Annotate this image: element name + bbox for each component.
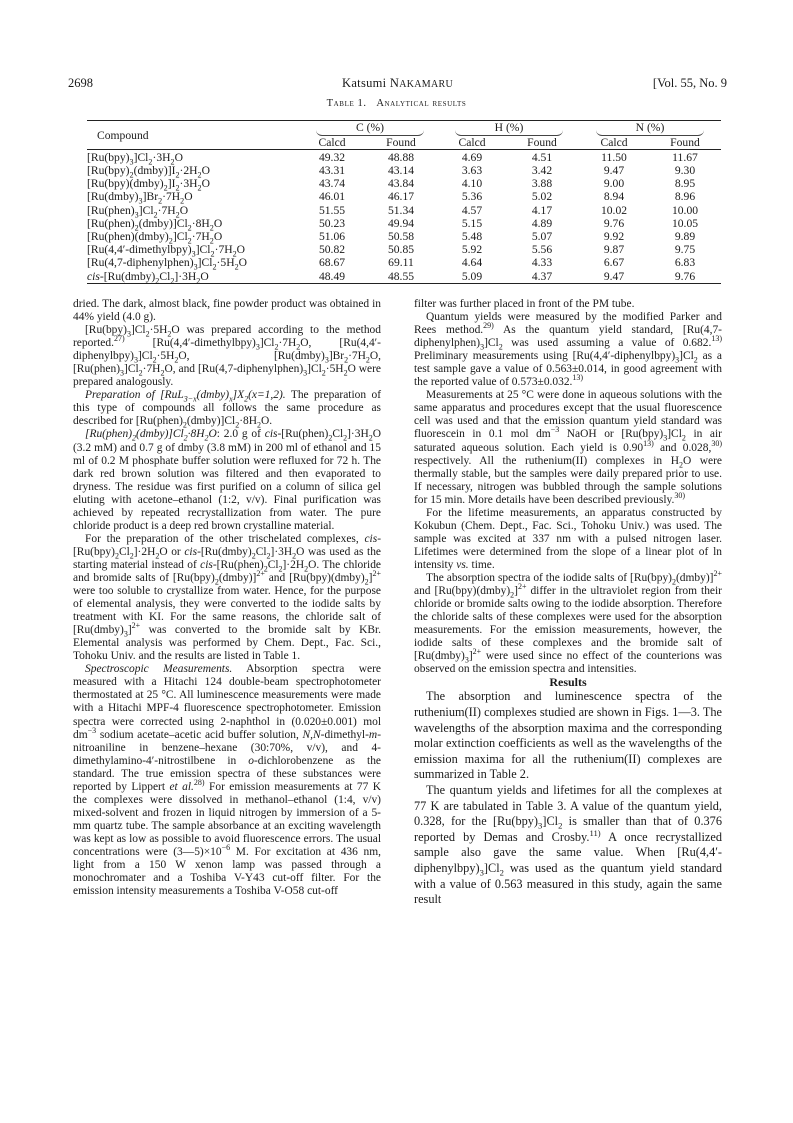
table-title: Analytical results — [376, 98, 467, 109]
value-cell: 9.76 — [674, 269, 696, 283]
value-cell: 5.56 — [531, 243, 553, 257]
group-header: H (%) — [439, 121, 579, 137]
compound-cell: $[Ru(dmby)_3]Br_2\cdot 7H_2O$ — [87, 190, 193, 206]
value-cell: 69.11 — [388, 256, 414, 270]
group-header: N (%) — [579, 121, 721, 137]
value-cell: 4.64 — [461, 256, 483, 270]
table-row — [87, 243, 721, 256]
paragraph: dried. The dark, almost black, fine powder product was obtained in 44% yield (4.0 g). — [73, 298, 381, 324]
paragraph: The absorption spectra of the iodide salts of $[Ru(bpy)_2(dmby)]^{2+}$ and $[Ru(bpy)(dmby)_2]^{2+}$ differ in the ultraviolet region from their chloride or bromide salts owing to the iodide absorption. Therefore the chloride salts of these complexes were used for the absorption measurements. For the emission measurements, however, the iodide salts of these complexes and the bromide salt of $[Ru(dmby)_3]^{2+}$ were used since no effect of the counterions was observed on the emission spectra and intensities. — [414, 569, 722, 676]
compound-cell: $[Ru(bpy)_3]Cl_2\cdot 3H_2O$ — [87, 150, 183, 166]
value-cell: 5.36 — [461, 190, 483, 204]
value-cell: 4.33 — [531, 256, 553, 270]
value-cell: 9.89 — [674, 229, 696, 243]
page-number: 2698 — [68, 76, 93, 90]
table-row — [87, 256, 721, 269]
value-cell: 49.94 — [387, 216, 415, 230]
results-heading: Results — [549, 675, 587, 690]
compound-cell: $[Ru(bpy)_2(dmby)]I_2\cdot 2H_2O$ — [87, 163, 210, 180]
value-cell: 11.67 — [672, 150, 698, 164]
page-header — [68, 76, 727, 92]
table-row — [87, 204, 721, 217]
sub-header: Found — [527, 136, 557, 150]
paragraph: Measurements at 25 °C were done in aqueous solutions with the same apparatus and procedures except that the usual fluorescence cell was used and that the emission quantum yield standard was fluorescein in 0.1 mol $dm^{-3}$ NaOH or $[Ru(bpy)_3]Cl_2$ in air saturated aqueous solution. Each yield is 0.90$^{13)}$ and 0.028,$^{30)}$ respectively. All the ruthenium(II) complexes in $H_2O$ were thermally stable, but the samples were daily prepared prior to use. If necessary, nitrogen was bubbled through the sample solutions for 15 min. More details have been described previously.$^{30)}$ — [414, 389, 722, 506]
table-row — [87, 150, 721, 164]
value-cell: 4.57 — [461, 203, 483, 217]
sub-header: Calcd — [600, 136, 628, 150]
value-cell: 5.09 — [461, 269, 483, 283]
value-cell: 50.58 — [387, 229, 415, 243]
value-cell: 50.82 — [318, 243, 346, 257]
sub-header: Calcd — [318, 136, 346, 150]
value-cell: 43.31 — [318, 163, 346, 177]
value-cell: 51.06 — [318, 229, 346, 243]
compound-cell: $[Ru(phen)_2(dmby)]Cl_2\cdot 8H_2O$ — [87, 216, 223, 233]
value-cell: 4.17 — [531, 203, 553, 217]
value-cell: 9.75 — [674, 243, 696, 257]
table-row — [87, 190, 721, 203]
compound-cell: $[Ru(phen)(dmby)_2]Cl_2\cdot 7H_2O$ — [87, 229, 223, 246]
value-cell: 9.00 — [603, 177, 625, 191]
value-cell: 4.69 — [461, 150, 483, 164]
value-cell: 51.34 — [387, 203, 415, 217]
table-row — [87, 164, 721, 177]
value-cell: 5.02 — [531, 190, 553, 204]
paragraph: The absorption and luminescence spectra of the ruthenium(II) complexes studied are shown in Figs. 1—3. The wavelengths of the absorption maxima and the corresponding molar extinction coefficients as well as the wavelengths of the emission maxima for all the ruthenium(II) complexes are summarized in Table 2. — [414, 689, 722, 782]
compound-cell: cis-$[Ru(dmby)_2Cl_2]\cdot 3H_2O$ — [87, 269, 209, 285]
value-cell: 43.14 — [387, 163, 415, 177]
volume-info: [Vol. 55, No. 9 — [652, 76, 727, 90]
value-cell: 3.88 — [531, 177, 553, 191]
paragraph: For the lifetime measurements, an apparatus constructed by Kokubun (Chem. Dept., Fac. Sci., Tohoku Univ.) was used. The sample was excited at 337 nm with a pulsed nitrogen laser. Lifetimes were determined from the slope of a linear plot of ln intensity vs. time. — [414, 506, 722, 571]
value-cell: 4.51 — [531, 150, 553, 164]
table-row — [87, 217, 721, 230]
value-cell: 46.17 — [387, 190, 415, 204]
value-cell: 9.47 — [603, 269, 625, 283]
value-cell: 9.87 — [603, 243, 625, 257]
paragraph: For the preparation of the other trischelated complexes, cis-$[Ru(bpy)_2Cl_2]\cdot 2H_2O$ or cis-$[Ru(dmby)_2Cl_2]\cdot 3H_2O$ was used as the starting material instead of cis-$[Ru(phen)_2Cl_2]\cdot 2H_2O$. The chloride and bromide salts of $[Ru(bpy)_2(dmby)]^{2+}$ and $[Ru(bpy)(dmby)_2]^{2+}$ were too soluble to crystallize from water. Hence, for the purpose of elemental analysis, they were converted to the iodide salts by treatment with KI. For the same reasons, the chloride salt of $[Ru(dmby)_3]^{2+}$ was converted to the bromide salt by KBr. Elemental analysis was performed by Chem. Dept., Fac. Sci., Tohoku Univ. and the results are listed in Table 1. — [73, 532, 382, 663]
value-cell: 48.49 — [318, 269, 346, 283]
value-cell: 3.42 — [531, 163, 553, 177]
value-cell: 43.84 — [387, 177, 415, 191]
table-row — [87, 270, 721, 284]
value-cell: 5.15 — [461, 216, 483, 230]
compound-cell: $[Ru(phen)_3]Cl_2\cdot 7H_2O$ — [87, 203, 189, 219]
paragraph: $[Ru(phen)_2(dmby)]Cl_2\cdot 8H_2O$: 2.0 g of cis-$[Ru(phen)_2Cl_2]\cdot 3H_2O$ (3.2 mM) and 0.7 g of dmby (3.8 mM) in 200 ml of ethanol and 15 ml of 0.2 M phosphate buffer solution were refluxed for 72 h. The dark red brown solution was filtered and then evaporated to dryness. The residue was first purified on a column of silica gel eluting with acetone–ethanol (1:2, v/v). Final purification was achieved by repeated recrystallization from water. The pure chloride product is a deep red brown crystalline material. — [73, 428, 381, 532]
compound-cell: $[Ru(bpy)(dmby)_2]I_2\cdot 3H_2O$ — [87, 177, 210, 193]
paragraph: filter was further placed in front of the PM tube. — [414, 298, 635, 310]
value-cell: 49.32 — [318, 150, 346, 164]
compound-cell: $[Ru(4,7-diphenylphen)_3]Cl_2\cdot 5H_2O$ — [87, 256, 247, 272]
paragraph: Preparation of $[RuL_{3-x}(dmby)_x]X_2(x=1,2)$. The preparation of this type of compounds all follows the same procedure as described for $[Ru(phen)_2(dmby)]Cl_2\cdot 8H_2O$. — [73, 389, 382, 430]
value-cell: 5.07 — [531, 229, 553, 243]
value-cell: 5.92 — [461, 243, 483, 257]
value-cell: 8.96 — [674, 190, 696, 204]
value-cell: 51.55 — [318, 203, 346, 217]
paragraph: $[Ru(bpy)_3]Cl_2\cdot 5H_2O$ was prepared according to the method reported.$^{27)}$ $[Ru(4,4'-dimethylbpy)_3]Cl_2\cdot 7H_2O$, $[Ru(4,4'-diphenylbpy)_3]Cl_2\cdot 5H_2O$, $[Ru(dmby)_3]Br_2\cdot 7H_2O$, $[Ru(phen)_3]Cl_2\cdot 7H_2O$, and $[Ru(4,7-diphenylphen)_3]Cl_2\cdot 5H_2O$ were prepared analogously. — [73, 324, 382, 389]
table-row — [87, 177, 721, 190]
value-cell: 6.83 — [674, 256, 696, 270]
value-cell: 9.47 — [603, 163, 625, 177]
left-column — [73, 298, 381, 898]
sub-header: Found — [386, 136, 416, 150]
value-cell: 68.67 — [318, 256, 346, 270]
value-cell: 9.30 — [674, 163, 696, 177]
value-cell: 48.55 — [387, 269, 415, 283]
value-cell: 9.92 — [603, 229, 625, 243]
analytical-results-table — [87, 120, 721, 284]
value-cell: 3.63 — [461, 163, 483, 177]
value-cell: 6.67 — [603, 256, 625, 270]
group-header: C (%) — [301, 121, 439, 137]
value-cell: 43.74 — [318, 177, 346, 191]
table-row — [87, 230, 721, 243]
compound-header: Compound — [97, 128, 149, 142]
paragraph: Spectroscopic Measurements. Absorption spectra were measured with a Hitachi 124 double-beam spectrophotometer thermostated at 25 °C. All luminescence measurements were made with a Hitachi MPF-4 fluorescence spectrophotometer. Emission spectra were corrected using 2-naphthol in (0.020±0.001) mol $dm^{-3}$ sodium acetate–acetic acid buffer solution, N,N-dimethyl-m-nitroaniline in benzene–hexane (30:70%, v/v), and 4-dimethylamino-4′-nitrostilbene in o-dichlorobenzene as the standard. The true emission spectra of these substances were reported by Lippert et al.$^{28)}$ For emission measurements at 77 K the complexes were dissolved in methanol–ethanol (1:4, v/v) mixed-solvent and frozen in liquid nitrogen by immersion of a 5-mm quartz tube. The sample absorbance at an exciting wavelength was kept as low as possible to avoid fluorescence errors. The usual concentrations were $(3—5)\times 10^{-6}$ M. For excitation at 436 nm, light from a 150 W xenon lamp was passed through a monochromater and a Toshiba V-Y43 cut-off filter. For the emission intensity measurements a Toshiba V-O58 cut-off — [73, 663, 382, 898]
value-cell: 4.89 — [531, 216, 553, 230]
value-cell: 46.01 — [318, 190, 346, 204]
sub-header: Found — [670, 136, 700, 150]
value-cell: 50.23 — [318, 216, 346, 230]
value-cell: 10.05 — [671, 216, 699, 230]
value-cell: 8.95 — [674, 177, 696, 191]
value-cell: 8.94 — [603, 190, 625, 204]
value-cell: 9.76 — [603, 216, 625, 230]
sub-header: Calcd — [458, 136, 486, 150]
running-author: Katsumi NAKAMARU — [342, 76, 453, 90]
value-cell: 50.85 — [387, 243, 415, 257]
compound-cell: $[Ru(4,4'-dimethylbpy)_3]Cl_2\cdot 7H_2O$ — [87, 243, 246, 259]
table-label: Table 1. — [326, 98, 367, 109]
value-cell: 4.37 — [531, 269, 553, 283]
value-cell: 5.48 — [461, 229, 483, 243]
table-caption — [0, 98, 793, 109]
paragraph: Quantum yields were measured by the modified Parker and Rees method.$^{29)}$ As the quantum yield standard, $[Ru(4,7-diphenylphen)_3]Cl_2$ was used assuming a value of 0.682.$^{13)}$ Preliminary measurements using $[Ru(4,4'-diphenylbpy)_3]Cl_2$ as a test sample gave a value of 0.563±0.014, in good agreement with the reported value of 0.573±0.032.$^{13)}$ — [414, 311, 722, 389]
right-column — [414, 298, 722, 908]
value-cell: 10.02 — [600, 203, 628, 217]
value-cell: 4.10 — [461, 177, 483, 191]
value-cell: 48.88 — [387, 150, 415, 164]
paragraph: The quantum yields and lifetimes for all the complexes at 77 K are tabulated in Table 3. A value of the quantum yield, 0.328, for the $[Ru(bpy)_3]Cl_2$ is smaller than that of 0.376 reported by Demas and Crosby.$^{11)}$ A once recrystallized sample also gave the same value. When $[Ru(4,4'-diphenylbpy)_3]Cl_2$ was used as the quantum yield standard with a value of 0.563 measured in this study, again the same result — [414, 782, 722, 907]
value-cell: 11.50 — [601, 150, 627, 164]
value-cell: 10.00 — [671, 203, 699, 217]
